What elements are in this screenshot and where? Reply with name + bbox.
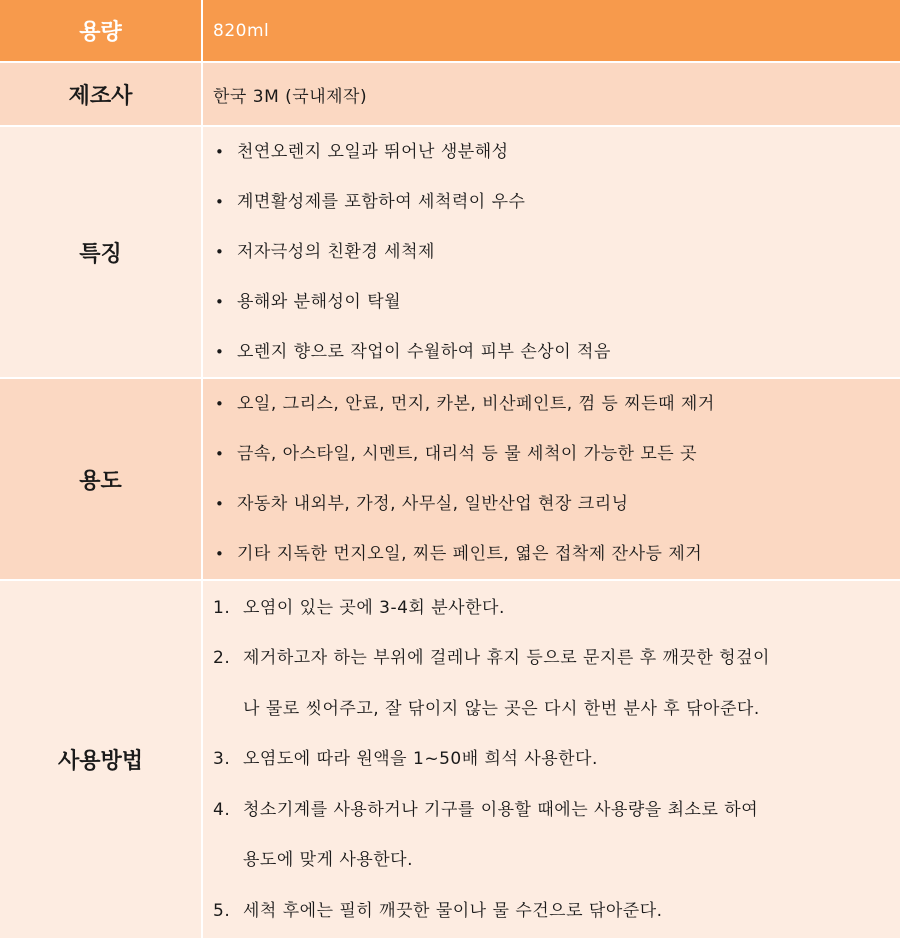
- features-item-text: 용해와 분해성이 탁월: [237, 292, 402, 312]
- usage-label: 용도: [0, 378, 202, 580]
- features-list-item: [213, 277, 900, 327]
- usage-list-item: [213, 479, 900, 529]
- usage-list-item: [213, 379, 900, 429]
- usage-item-text: 금속, 아스타일, 시멘트, 대리석 등 물 세척이 가능한 모든 곳: [237, 444, 698, 464]
- bullet-icon: •: [215, 143, 225, 161]
- method-step-number: 3.: [213, 749, 231, 770]
- method-step-text: 오염이 있는 곳에 3-4회 분사한다.: [243, 597, 505, 618]
- method-step-line: [213, 785, 900, 836]
- method-label: 사용방법: [0, 580, 202, 938]
- usage-item-text: 기타 지독한 먼지오일, 찌든 페인트, 엷은 접착제 잔사등 제거: [237, 544, 703, 564]
- method-step-text: 제거하고자 하는 부위에 걸레나 휴지 등으로 문지른 후 깨끗한 헝겊이: [243, 648, 770, 669]
- method-row: [0, 580, 900, 938]
- method-step-line: [213, 633, 900, 684]
- usage-list-item: [213, 429, 900, 479]
- features-row: [0, 126, 900, 378]
- features-value: [202, 126, 900, 378]
- features-list: [213, 127, 900, 377]
- bullet-icon: •: [215, 243, 225, 261]
- method-step: [213, 734, 900, 785]
- maker-value: 한국 3M (국내제작): [202, 62, 900, 126]
- method-step: [213, 633, 900, 734]
- method-value: [202, 580, 900, 938]
- capacity-row: [0, 0, 900, 62]
- features-item-text: 오렌지 향으로 작업이 수월하여 피부 손상이 적음: [237, 342, 611, 362]
- maker-row: [0, 62, 900, 126]
- bullet-icon: •: [215, 395, 225, 413]
- method-steps: [213, 583, 900, 937]
- features-item-text: 저자극성의 친환경 세척제: [237, 242, 435, 262]
- method-step-number: 2.: [213, 648, 231, 669]
- bullet-icon: •: [215, 495, 225, 513]
- usage-row: [0, 378, 900, 580]
- features-list-item: [213, 227, 900, 277]
- method-step: [213, 785, 900, 886]
- bullet-icon: •: [215, 445, 225, 463]
- bullet-icon: •: [215, 343, 225, 361]
- features-list-item: [213, 327, 900, 377]
- usage-value: [202, 378, 900, 580]
- method-step-number: 4.: [213, 799, 231, 820]
- features-item-text: 계면활성제를 포함하여 세척력이 우수: [237, 192, 526, 212]
- features-item-text: 천연오렌지 오일과 뛰어난 생분해성: [237, 142, 509, 162]
- usage-list-item: [213, 529, 900, 579]
- usage-list: [213, 379, 900, 579]
- method-step-text: 오염도에 따라 원액을 1~50배 희석 사용한다.: [243, 749, 598, 770]
- usage-item-text: 오일, 그리스, 안료, 먼지, 카본, 비산페인트, 껌 등 찌든때 제거: [237, 394, 715, 414]
- method-step-text: 용도에 맞게 사용한다.: [243, 850, 414, 871]
- method-step-text: 나 물로 씻어주고, 잘 닦이지 않는 곳은 다시 한번 분사 후 닦아준다.: [243, 698, 760, 719]
- maker-label: 제조사: [0, 62, 202, 126]
- features-label: 특징: [0, 126, 202, 378]
- capacity-label: 용량: [0, 0, 202, 62]
- features-list-item: [213, 177, 900, 227]
- capacity-value: 820ml: [202, 0, 900, 62]
- method-step-continuation: [213, 835, 900, 886]
- method-step-continuation: [213, 684, 900, 735]
- features-list-item: [213, 127, 900, 177]
- bullet-icon: •: [215, 293, 225, 311]
- method-step-line: [213, 734, 900, 785]
- method-step-line: [213, 886, 900, 937]
- method-step: [213, 583, 900, 634]
- usage-item-text: 자동차 내외부, 가정, 사무실, 일반산업 현장 크리닝: [237, 494, 629, 514]
- method-step-line: [213, 583, 900, 634]
- method-step-number: 5.: [213, 900, 231, 921]
- method-step-number: 1.: [213, 597, 231, 618]
- method-step-text: 청소기계를 사용하거나 기구를 이용할 때에는 사용량을 최소로 하여: [243, 799, 759, 820]
- method-step: [213, 886, 900, 937]
- bullet-icon: •: [215, 545, 225, 563]
- method-step-text: 세척 후에는 필히 깨끗한 물이나 물 수건으로 닦아준다.: [243, 900, 663, 921]
- bullet-icon: •: [215, 193, 225, 211]
